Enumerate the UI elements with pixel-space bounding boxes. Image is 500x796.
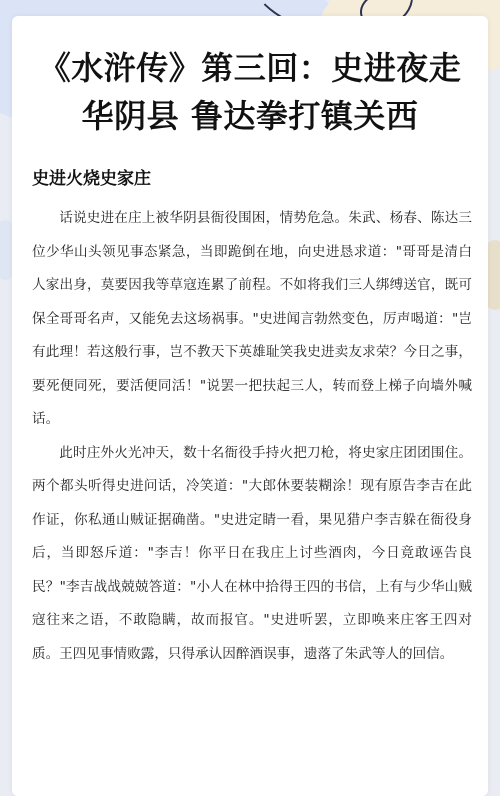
article-title-line1: 《水浒传》第三回：史进夜走 [38, 49, 462, 87]
article-body [32, 202, 472, 671]
article-title [12, 44, 488, 140]
section-heading: 史进火烧史家庄 [32, 169, 151, 189]
article-card [12, 16, 488, 796]
paragraph: 此时庄外火光冲天，数十名衙役手持火把刀枪，将史家庄团团围住。两个都头听得史进问话，冷笑道："大郎休要装糊涂！现有原告李吉在此作证，你私通山贼证据确凿。"史进定睛一看，果见猎户李吉躲在衙役身后，当即怒斥道："李吉！你平日在我庄上讨些酒肉，今日竟敢诬告良民？"李吉战战兢兢答道："小人在林中拾得王四的书信，上有与少华山贼寇往来之语，不敢隐瞒，故而报官。"史进听罢，立即唤来庄客王四对质。王四见事情败露，只得承认因醉酒误事，遗落了朱武等人的回信。 [32, 444, 472, 662]
article-title-line2: 华阴县 鲁达拳打镇关西 [81, 97, 419, 135]
paragraph: 话说史进在庄上被华阴县衙役围困，情势危急。朱武、杨春、陈达三位少华山头领见事态紧急，当即跪倒在地，向史进恳求道："哥哥是清白人家出身，莫要因我等草寇连累了前程。不如将我们三人绑缚送官，既可保全哥哥名声，又能免去这场祸事。"史进闻言勃然变色，厉声喝道："岂有此理！若这般行事，岂不教天下英雄耻笑我史进卖友求荣？今日之事，要死便同死，要活便同活！"说罢一把扶起三人，转而登上梯子向墙外喊话。 [32, 210, 472, 427]
